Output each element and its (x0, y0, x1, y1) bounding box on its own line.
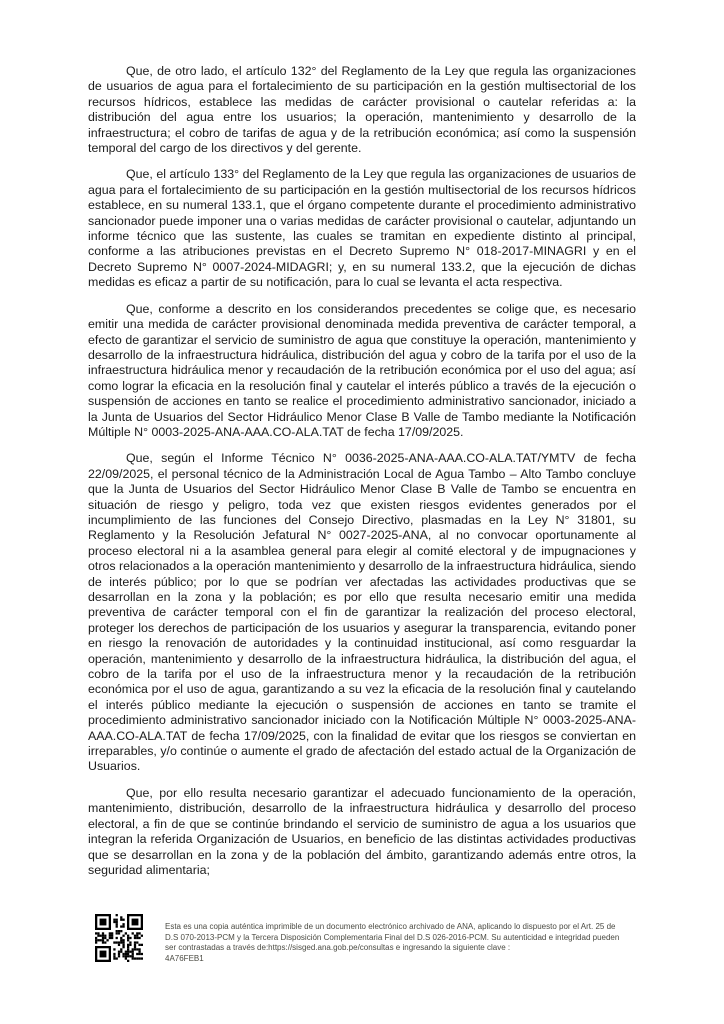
paragraph: Que, conforme a descrito en los considerandos precedentes se colige que, es necesario emitir una medida de carácter provisional denominada medida preventiva de carácter temporal, a efecto de garantizar el servicio de suministro de agua que constituye la operación, mantenimiento y desarrollo de la infraestructura hidráulica, distribución del agua y cobro de la tarifa por el uso de la infraestructura hidráulica menor y recaudación de la retribución económica por el uso del agua; así como lograr la eficacia en la resolución final y cautelar el interés público a través de la ejecución o suspensión de acciones en tanto se realice el procedimiento administrativo sancionador, iniciado a la Junta de Usuarios del Sector Hidráulico Menor Clase B Valle de Tambo mediante la Notificación Múltiple N° 0003-2025-ANA-AAA.CO-ALA.TAT de fecha 17/09/2025. (88, 301, 636, 439)
paragraph: Que, de otro lado, el artículo 132° del Reglamento de la Ley que regula las organizaciones de usuarios de agua para el fortalecimiento de su participación en la gestión multisectorial de los recursos hídricos, establece las medidas de carácter provisional o cautelar referidas a: la distribución del agua entre los usuarios; la operación, mantenimiento y desarrollo de la infraestructura; el cobro de tarifas de agua y de la retribución económica; así como la suspensión temporal del cargo de los directivos y del gerente. (88, 64, 636, 156)
document-body (88, 64, 636, 889)
authenticity-footer (95, 914, 627, 964)
paragraph: Que, según el Informe Técnico N° 0036-2025-ANA-AAA.CO-ALA.TAT/YMTV de fecha 22/09/2025, el personal técnico de la Administración Local de Agua Tambo – Alto Tambo concluye que la Junta de Usuarios del Sector Hidráulico Menor Clase B Valle de Tambo se encuentra en situación de riesgo y peligro, toda vez que existen riesgos evidentes generados por el incumplimiento de las funciones del Consejo Directivo, plasmadas en la Ley N° 31801, su Reglamento y la Resolución Jefatural N° 0027-2025-ANA, al no convocar oportunamente al proceso electoral ni a la asamblea general para elegir al comité electoral y de impugnaciones y otros relacionados a la operación mantenimiento y desarrollo de la infraestructura hidráulica, siendo de interés público; por lo que se podrían ver afectadas las actividades productivas que se desarrollan en la zona y la población; es por ello que resulta necesario emitir una medida preventiva de carácter temporal con el fin de garantizar la realización del proceso electoral, proteger los derechos de participación de los usuarios y asegurar la transparencia, evitando poner en riesgo la renovación de autoridades y la continuidad institucional, así como resguardar la operación, mantenimiento y desarrollo de la infraestructura hidráulica, la distribución del agua, el cobro de la tarifa por el uso de la infraestructura menor y la recaudación de la retribución económica por el uso de agua, garantizando a su vez la eficacia de la resolución final y cautelando el interés público mediante la ejecución o suspensión de acciones en tanto se tramite el procedimiento administrativo sancionador iniciado con la Notificación Múltiple N° 0003-2025-ANA-AAA.CO-ALA.TAT de fecha 17/09/2025, con la finalidad de evitar que los riesgos se conviertan en irreparables, y/o continúe o aumente el grado de afectación del estado actual de la Organización de Usuarios. (88, 451, 636, 774)
paragraph: Que, el artículo 133° del Reglamento de la Ley que regula las organizaciones de usuarios de agua para el fortalecimiento de su participación en la gestión multisectorial de los recursos hídricos establece, en su numeral 133.1, que el órgano competente durante el procedimiento administrativo sancionador puede imponer una o varias medidas de carácter provisional o cautelar, adjuntando un informe técnico que las sustente, las cuales se tramitan en expediente distinto al principal, conforme a las atribuciones previstas en el Decreto Supremo N° 018-2017-MINAGRI y en el Decreto Supremo N° 0007-2024-MIDAGRI; y, en su numeral 133.2, que la ejecución de dichas medidas es eficaz a partir de su notificación, para lo cual se levanta el acta respectiva. (88, 167, 636, 290)
paragraph: Que, por ello resulta necesario garantizar el adecuado funcionamiento de la operación, mantenimiento, distribución, desarrollo de la infraestructura hidráulica y desarrollo del proceso electoral, a fin de que se continúe brindando el servicio de suministro de agua a los usuarios que integran la referida Organización de Usuarios, en beneficio de las distintas actividades productivas que se desarrollan en la zona y de la población del ámbito, garantizando además entre otros, la seguridad alimentaria; (88, 785, 636, 877)
authenticity-disclaimer-block (165, 922, 627, 964)
verification-key: 4A76FEB1 (165, 953, 204, 963)
qr-code-icon (95, 914, 143, 962)
authenticity-disclaimer: Esta es una copia auténtica imprimible de un documento electrónico archivado de ANA, aplicando lo dispuesto por el Art. 25 de D.S 070-2013-PCM y la Tercera Disposición Complementaria Final del D.S 026-2016-PCM. Su autenticidad e integridad pueden ser contrastadas a través de:https://sisged.ana.gob.pe/consultas e ingresando la siguiente clave : (165, 922, 620, 953)
